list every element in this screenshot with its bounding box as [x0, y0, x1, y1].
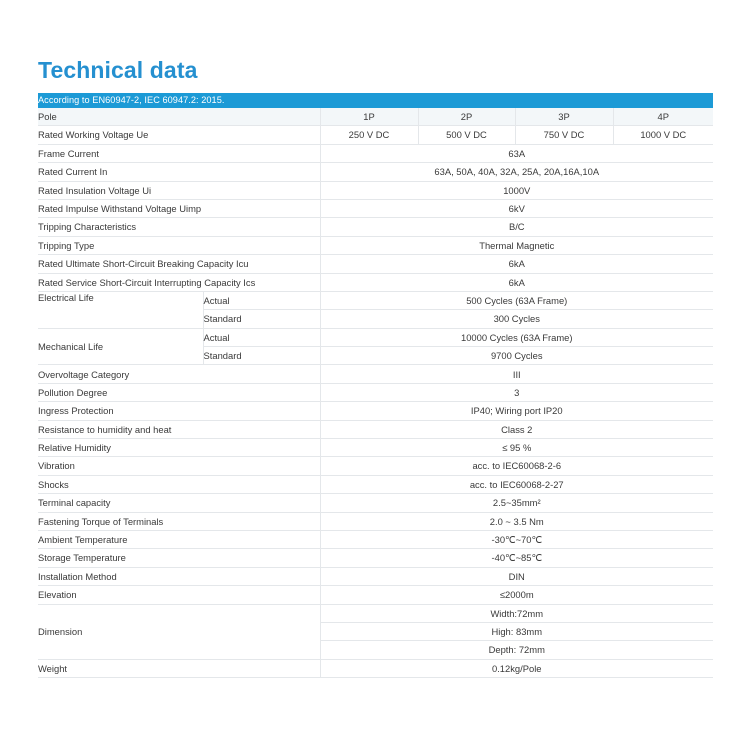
row-label: Fastening Torque of Terminals [38, 512, 320, 530]
row-value: 63A, 50A, 40A, 32A, 25A, 20A,16A,10A [320, 163, 713, 181]
row-value: DIN [320, 567, 713, 585]
table-row [38, 549, 713, 567]
row-label: Relative Humidity [38, 439, 320, 457]
row-value: B/C [320, 218, 713, 236]
row-value: 750 V DC [515, 126, 613, 144]
row-value: 9700 Cycles [320, 347, 713, 365]
row-sub-label: Standard [203, 310, 320, 328]
row-value: 63A [320, 144, 713, 162]
table-row [38, 383, 713, 401]
table-row [38, 328, 713, 346]
row-label: Rated Insulation Voltage Ui [38, 181, 320, 199]
row-sub-label: Actual [203, 328, 320, 346]
row-value: 10000 Cycles (63A Frame) [320, 328, 713, 346]
table-row [38, 163, 713, 181]
row-label: Weight [38, 659, 320, 677]
row-label-group: Electrical Life [38, 291, 203, 328]
page-title: Technical data [38, 57, 198, 83]
table-row [38, 236, 713, 254]
row-label: Rated Current In [38, 163, 320, 181]
table-row [38, 439, 713, 457]
row-value: Width:72mm [320, 604, 713, 622]
table-row [38, 659, 713, 677]
row-value: 6kA [320, 273, 713, 291]
row-value: 250 V DC [320, 126, 418, 144]
row-label: Shocks [38, 475, 320, 493]
table-row [38, 255, 713, 273]
row-label: Ambient Temperature [38, 530, 320, 548]
table-row [38, 512, 713, 530]
row-label-group: Mechanical Life [38, 328, 203, 365]
pole-column-header: 1P [320, 108, 418, 126]
row-sub-label: Standard [203, 347, 320, 365]
table-row [38, 291, 713, 309]
table-row [38, 586, 713, 604]
pole-label: Pole [38, 108, 320, 126]
row-label: Tripping Characteristics [38, 218, 320, 236]
row-label: Storage Temperature [38, 549, 320, 567]
row-label-group: Dimension [38, 604, 320, 659]
row-value: 6kA [320, 255, 713, 273]
pole-column-header: 3P [515, 108, 613, 126]
pole-header-row [38, 108, 713, 126]
table-row [38, 494, 713, 512]
technical-data-table [38, 93, 713, 678]
standard-note-row [38, 93, 713, 108]
row-value: 2.5~35mm² [320, 494, 713, 512]
row-value: 500 Cycles (63A Frame) [320, 291, 713, 309]
row-value: acc. to IEC60068-2-6 [320, 457, 713, 475]
row-value: 3 [320, 383, 713, 401]
table-row [38, 144, 713, 162]
row-value: III [320, 365, 713, 383]
table-row [38, 365, 713, 383]
row-value: -40℃~85℃ [320, 549, 713, 567]
row-value: 2.0 ~ 3.5 Nm [320, 512, 713, 530]
standard-note: According to EN60947-2, IEC 60947.2: 2015. [38, 93, 713, 108]
table-row [38, 402, 713, 420]
row-label: Installation Method [38, 567, 320, 585]
row-label: Elevation [38, 586, 320, 604]
row-value: -30℃~70℃ [320, 530, 713, 548]
row-value: 0.12kg/Pole [320, 659, 713, 677]
row-value: IP40; Wiring port IP20 [320, 402, 713, 420]
row-value: Thermal Magnetic [320, 236, 713, 254]
row-value: 300 Cycles [320, 310, 713, 328]
row-value: Class 2 [320, 420, 713, 438]
table-row [38, 530, 713, 548]
row-value: ≤ 95 % [320, 439, 713, 457]
row-label: Terminal capacity [38, 494, 320, 512]
pole-column-header: 4P [613, 108, 713, 126]
row-value: 500 V DC [418, 126, 515, 144]
table-row [38, 218, 713, 236]
row-label: Rated Service Short-Circuit Interrupting Capacity Ics [38, 273, 320, 291]
table-row [38, 273, 713, 291]
row-label: Resistance to humidity and heat [38, 420, 320, 438]
table-row [38, 567, 713, 585]
row-label: Frame Current [38, 144, 320, 162]
table-row [38, 126, 713, 144]
row-value: ≤2000m [320, 586, 713, 604]
pole-column-header: 2P [418, 108, 515, 126]
row-label: Overvoltage Category [38, 365, 320, 383]
technical-data-table-wrapper [38, 93, 713, 678]
table-row [38, 199, 713, 217]
row-label: Ingress Protection [38, 402, 320, 420]
table-row [38, 604, 713, 622]
row-value: 1000V [320, 181, 713, 199]
table-body [38, 93, 713, 678]
row-value: 6kV [320, 199, 713, 217]
row-value: 1000 V DC [613, 126, 713, 144]
row-value: Depth: 72mm [320, 641, 713, 659]
row-value: High: 83mm [320, 622, 713, 640]
table-row [38, 475, 713, 493]
row-label: Tripping Type [38, 236, 320, 254]
row-value: acc. to IEC60068-2-27 [320, 475, 713, 493]
row-label: Vibration [38, 457, 320, 475]
row-sub-label: Actual [203, 291, 320, 309]
row-label: Rated Working Voltage Ue [38, 126, 320, 144]
table-row [38, 181, 713, 199]
table-row [38, 457, 713, 475]
row-label: Rated Impulse Withstand Voltage Uimp [38, 199, 320, 217]
table-row [38, 420, 713, 438]
row-label: Pollution Degree [38, 383, 320, 401]
row-label: Rated Ultimate Short-Circuit Breaking Capacity Icu [38, 255, 320, 273]
